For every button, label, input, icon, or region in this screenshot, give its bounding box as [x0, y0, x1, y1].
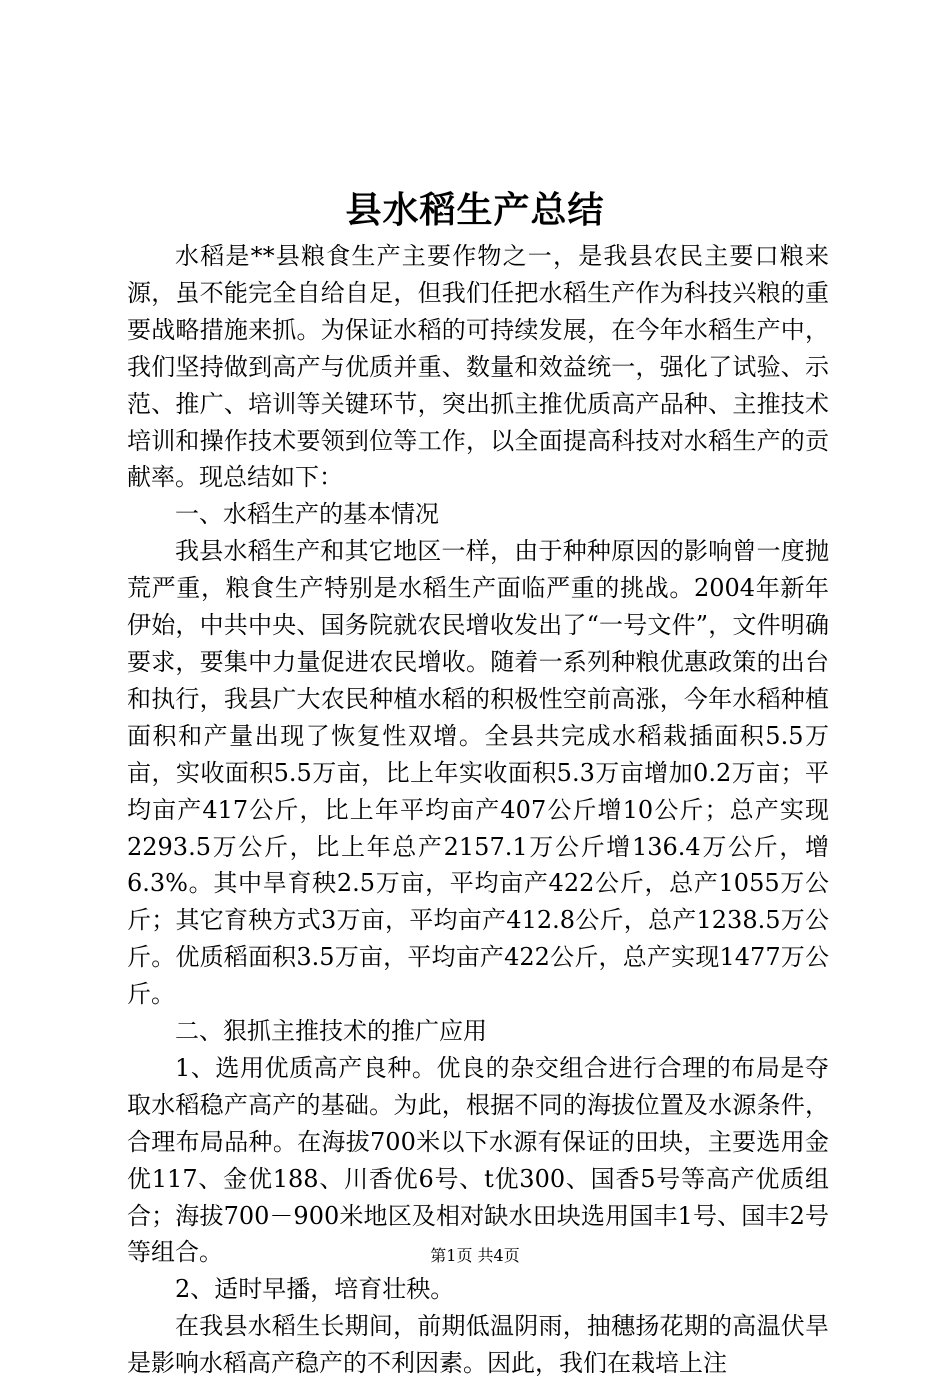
paragraph-basic-situation: 我县水稻生产和其它地区一样，由于种种原因的影响曾一度抛荒严重，粮食生产特别是水稻生产面临严重的挑战。2004年新年伊始，中共中央、国务院就农民增收发出了“一号文件”，文件明确要求，要集中力量促进农民增收。随着一系列种粮优惠政策的出台和执行，我县广大农民种植水稻的积极性空前高涨，今年水稻种植面积和产量出现了恢复性双增。全县共完成水稻栽插面积5.5万亩，实收面积5.5万亩，比上年实收面积5.3万亩增加0.2万亩；平均亩产417公斤，比上年平均亩产407公斤增10公斤；总产实现2293.5万公斤，比上年总产2157.1万公斤增136.4万公斤，增6.3%。其中旱育秧2.5万亩，平均亩产422公斤，总产1055万公斤；其它育秧方式3万亩，平均亩产412.8公斤，总产1238.5万公斤。优质稻面积3.5万亩，平均亩产422公斤，总产实现1477万公斤。 [127, 537, 829, 1009]
paragraph-intro: 水稻是**县粮食生产主要作物之一，是我县农民主要口粮来源，虽不能完全自给自足，但我们任把水稻生产作为科技兴粮的重要战略措施来抓。为保证水稻的可持续发展，在今年水稻生产中，我们坚持做到高产与优质并重、数量和效益统一，强化了试验、示范、推广、培训等关键环节，突出抓主推优质高产品种、主推技术培训和操作技术要领到位等工作，以全面提高科技对水稻生产的贡献率。现总结如下： [127, 242, 829, 492]
section-heading-basic-situation: 一、水稻生产的基本情况 [175, 500, 439, 529]
paragraph-varieties: 1、选用优质高产良种。优良的杂交组合进行合理的布局是夺取水稻稳产高产的基础。为此，根据不同的海拔位置及水源条件，合理布局品种。在海拔700米以下水源有保证的田块，主要选用金优117、金优188、川香优6号、t优300、国香5号等高产优质组合；海拔700－900米地区及相对缺水田块选用国丰1号、国丰2号等组合。 [127, 1053, 829, 1267]
section-heading-technology: 二、狠抓主推技术的推广应用 [175, 1017, 487, 1046]
page-footer: 第1页 共4页 [430, 1246, 520, 1265]
subheading-early-sowing: 2、适时早播，培育壮秧。 [175, 1275, 455, 1304]
page-title: 县水稻生产总结 [345, 189, 605, 231]
paragraph-growth-period: 在我县水稻生长期间，前期低温阴雨，抽穗扬花期的高温伏旱是影响水稻高产稳产的不利因素。因此，我们在栽培上注 [127, 1312, 829, 1378]
document-body [127, 238, 829, 1382]
